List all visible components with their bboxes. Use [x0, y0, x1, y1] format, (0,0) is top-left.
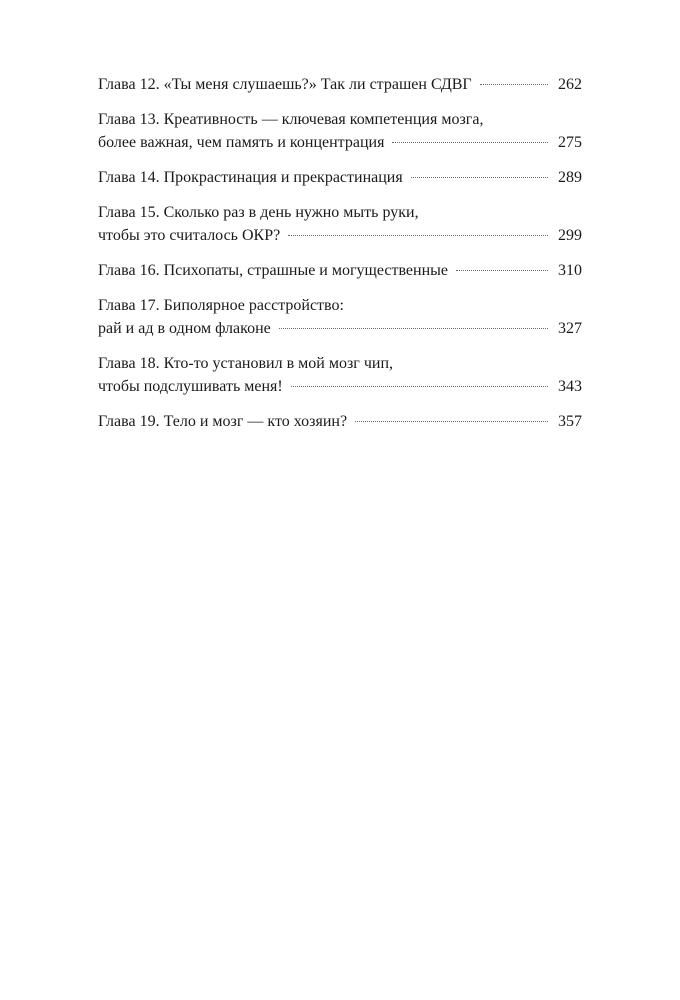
toc-entry-15	[98, 201, 582, 247]
toc-entry-title: Глава 12. «Ты меня слушаешь?» Так ли страшен СДВГ	[98, 76, 472, 93]
dot-leader	[480, 84, 548, 85]
toc-entry-12	[98, 73, 582, 96]
toc-page-number: 262	[558, 76, 582, 93]
toc-entry-title: Глава 16. Психопаты, страшные и могущественные	[98, 262, 449, 279]
toc-entry-title-continued: чтобы это считалось ОКР?	[98, 227, 281, 244]
dot-leader	[279, 328, 548, 329]
toc-page-number: 357	[558, 413, 582, 430]
toc-entry-18	[98, 352, 582, 398]
toc-page-number: 327	[558, 320, 582, 337]
toc-entry-line	[98, 166, 582, 189]
toc-entry-title: Глава 18. Кто-то установил в мой мозг чип,	[98, 355, 394, 372]
toc-entry-title-continued: рай и ад в одном флаконе	[98, 320, 271, 337]
toc-entry-19	[98, 410, 582, 433]
toc-page-number: 275	[558, 134, 582, 151]
toc-entry-16	[98, 259, 582, 282]
toc-entry-title: Глава 15. Сколько раз в день нужно мыть руки,	[98, 204, 419, 221]
toc-entry-13	[98, 108, 582, 154]
dot-leader	[456, 270, 548, 271]
toc-entry-line	[98, 317, 582, 340]
toc-page-number: 343	[558, 378, 582, 395]
toc-entry-title-continued: более важная, чем память и концентрация	[98, 134, 385, 151]
table-of-contents	[98, 73, 582, 445]
toc-entry-title: Глава 17. Биполярное расстройство:	[98, 297, 344, 314]
toc-entry-17	[98, 294, 582, 340]
toc-entry-line	[98, 131, 582, 154]
toc-entry-title: Глава 14. Прокрастинация и прекрастинация	[98, 169, 403, 186]
toc-entry-14	[98, 166, 582, 189]
toc-page-number: 299	[558, 227, 582, 244]
toc-entry-line	[98, 259, 582, 282]
toc-entry-title: Глава 19. Тело и мозг — кто хозяин?	[98, 413, 348, 430]
dot-leader	[291, 386, 548, 387]
dot-leader	[288, 235, 548, 236]
toc-entry-title-continued: чтобы подслушивать меня!	[98, 378, 283, 395]
toc-entry-line	[98, 73, 582, 96]
dot-leader	[392, 142, 548, 143]
toc-page-number: 289	[558, 169, 582, 186]
toc-entry-line	[98, 224, 582, 247]
dot-leader	[411, 177, 548, 178]
toc-entry-line	[98, 375, 582, 398]
dot-leader	[355, 421, 548, 422]
toc-entry-title: Глава 13. Креативность — ключевая компетенция мозга,	[98, 111, 484, 128]
toc-page-number: 310	[558, 262, 582, 279]
toc-entry-line	[98, 410, 582, 433]
